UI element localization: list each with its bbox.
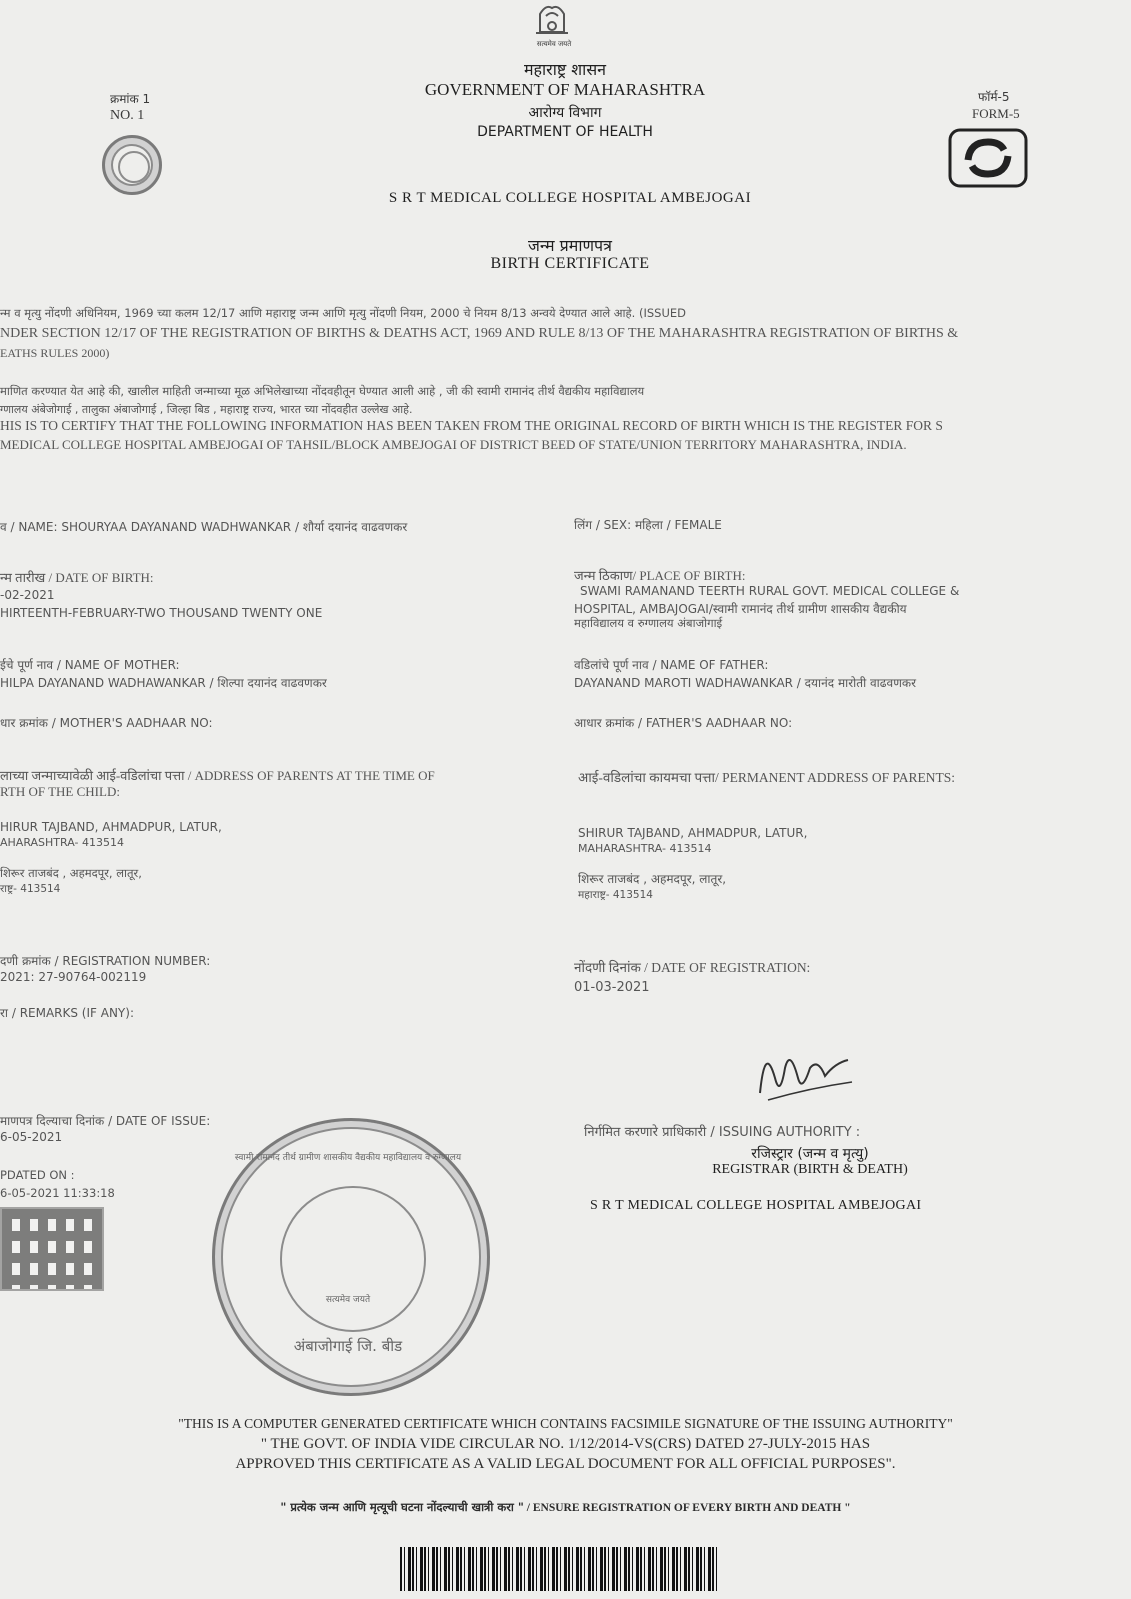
gov-title-en: GOVERNMENT OF MAHARASHTRA [424,80,706,99]
form-number-mr: फॉर्म-5 [978,90,1010,104]
mother-aadhaar-label: धार क्रमांक / MOTHER'S AADHAAR NO: [0,716,213,730]
health-logo-icon [948,128,1028,188]
intro-line-2: NDER SECTION 12/17 OF THE REGISTRATION OF BIRTHS & DEATHS ACT, 1969 AND RULE 8/13 OF THE MAHARASHTRA REGISTRATION OF BIRTHS & [0,326,959,341]
dept-title-mr: आरोग्य विभाग [528,105,602,121]
hospital-name: S R T MEDICAL COLLEGE HOSPITAL AMBEJOGAI [388,190,752,206]
state-seal-icon [102,135,162,195]
signature-icon [740,1038,860,1108]
remarks-label: रा / REMARKS (IF ANY): [0,1006,134,1020]
qr-code [0,1207,104,1291]
mother-label: ईचे पूर्ण नाव / NAME OF MOTHER: [0,658,180,672]
registrar-title-mr: रजिस्ट्रार (जन्म व मृत्यु) [751,1146,869,1162]
registration-date-label: नोंदणी दिनांक / DATE OF REGISTRATION: [574,960,811,975]
birth-address-en-1: HIRUR TAJBAND, AHMADPUR, LATUR, [0,820,222,834]
form-number-en: FORM-5 [972,106,1020,121]
intro-line-7: MEDICAL COLLEGE HOSPITAL AMBEJOGAI OF TAHSIL/BLOCK AMBEJOGAI OF DISTRICT BEED OF STATE/UNION TERRITORY MAHARASHTRA, INDIA. [0,437,907,452]
registration-date: 01-03-2021 [574,980,650,995]
pob-line-2: HOSPITAL, AMBAJOGAI/स्वामी रामानंद तीर्थ ग्रामीण शासकीय वैद्यकीय [574,602,907,616]
gov-title-mr: महाराष्ट्र शासन [523,60,607,79]
emblem-caption: सत्यमेव जयते [536,40,572,48]
intro-line-6: HIS IS TO CERTIFY THAT THE FOLLOWING INFORMATION HAS BEEN TAKEN FROM THE ORIGINAL RECORD OF BIRTH WHICH IS THE REGISTER FOR S [0,418,943,433]
updated-on-label: PDATED ON : [0,1168,75,1182]
permanent-address-mr-2: महाराष्ट्र- 413514 [578,889,653,901]
issuing-authority-label: निर्गमित करणारे प्राधिकारी / ISSUING AUTHORITY : [584,1125,861,1140]
father-aadhaar-label: आधार क्रमांक / FATHER'S AADHAAR NO: [574,716,793,730]
seal-top-text: स्वामी रामानंद तीर्थ ग्रामीण शासकीय वैद्यकीय महाविद्यालय व रुग्णालय [234,1153,462,1163]
intro-line-5: ग्णालय अंबेजोगाई , तालुका अंबाजोगाई , जिल्हा बिड , महाराष्ट्र राज्य, भारत च्या नोंदवहीत उल्लेख आहे. [0,403,413,416]
footer-line-4 [0,1500,1131,1515]
father-name: DAYANAND MAROTI WADHAWANKAR / दयानंद मारोती वाढवणकर [574,676,917,690]
footer-line-4-mr: " प्रत्येक जन्म आणि मृत्यूची घटना नोंदल्याची खात्री करा " [280,1500,524,1514]
footer-line-4-en: ENSURE REGISTRATION OF EVERY BIRTH AND DEATH " [532,1502,851,1514]
left-number-mr: क्रमांक 1 [110,92,151,106]
child-name: व / NAME: SHOURYAA DAYANAND WADHWANKAR / शौर्या दयानंद वाढवणकर [0,520,408,534]
intro-line-4: माणित करण्यात येत आहे की, खालील माहिती जन्माच्या मूळ अभिलेखाच्या नोंदवहीतून घेण्यात आली आहे , जी की स्वामी रामानंद तीर्थ वैद्यकीय महाविद्यालय [0,384,645,398]
seal-bottom-text: अंबाजोगाई जि. बीड [293,1337,403,1355]
authority-hospital: S R T MEDICAL COLLEGE HOSPITAL AMBEJOGAI [590,1198,922,1213]
birth-address-en-2: AHARASHTRA- 413514 [0,836,124,849]
certificate-title-en: BIRTH CERTIFICATE [490,255,650,272]
child-sex: लिंग / SEX: महिला / FEMALE [574,518,722,532]
certificate-title-mr: जन्म प्रमाणपत्र [528,236,612,255]
intro-line-1: न्म व मृत्यु नोंदणी अधिनियम, 1969 च्या कलम 12/17 आणि महाराष्ट्र जन्म आणि मृत्यु नोंदणी नियम, 2000 चे नियम 8/13 अन्वये देण्यात आले आहे. (ISSUED [0,306,686,320]
dob-label: न्म तारीख / DATE OF BIRTH: [0,570,154,585]
mother-name: HILPA DAYANAND WADHAWANKAR / शिल्पा दयानंद वाढवणकर [0,676,327,690]
issue-date: 6-05-2021 [0,1130,63,1144]
father-label: वडिलांचे पूर्ण नाव / NAME OF FATHER: [574,658,769,672]
registration-number: 2021: 27-90764-002119 [0,970,147,984]
permanent-address-label: आई-वडिलांचा कायमचा पत्ता/ PERMANENT ADDRESS OF PARENTS: [578,770,956,785]
permanent-address-mr-1: शिरूर ताजबंद , अहमदपूर, लातूर, [578,872,727,886]
permanent-address-en-2: MAHARASHTRA- 413514 [578,842,712,855]
intro-line-3: EATHS RULES 2000) [0,346,110,360]
birth-address-mr-2: राष्ट्र- 413514 [0,883,61,895]
seal-motto: सत्यमेव जयते [325,1295,371,1305]
updated-on-value: 6-05-2021 11:33:18 [0,1186,115,1200]
left-number-en: NO. 1 [110,108,145,123]
barcode [400,1547,718,1591]
issue-date-label: माणपत्र दिल्याचा दिनांक / DATE OF ISSUE: [0,1114,211,1128]
footer-line-4-sep: / [526,1502,530,1514]
dept-title-en: DEPARTMENT OF HEALTH [477,124,653,140]
dob-value: -02-2021 [0,588,55,602]
national-emblem-icon [528,2,576,40]
pob-line-3: महाविद्यालय व रुग्णालय अंबाजोगाई [574,616,723,630]
birth-address-label-2: RTH OF THE CHILD: [0,784,120,799]
dob-in-words: HIRTEENTH-FEBRUARY-TWO THOUSAND TWENTY ONE [0,606,323,620]
registrar-title-en: REGISTRAR (BIRTH & DEATH) [712,1162,908,1177]
pob-line-1: SWAMI RAMANAND TEERTH RURAL GOVT. MEDICAL COLLEGE & [580,584,960,598]
birth-address-label: लाच्या जन्माच्यावेळी आई-वडिलांचा पत्ता / ADDRESS OF PARENTS AT THE TIME OF [0,768,435,783]
birth-address-mr-1: शिरूर ताजबंद , अहमदपूर, लातूर, [0,866,142,880]
footer-line-3: APPROVED THIS CERTIFICATE AS A VALID LEGAL DOCUMENT FOR ALL OFFICIAL PURPOSES". [235,1456,896,1472]
permanent-address-en-1: SHIRUR TAJBAND, AHMADPUR, LATUR, [578,826,808,840]
pob-label: जन्म ठिकाण/ PLACE OF BIRTH: [574,568,746,583]
registration-number-label: दणी क्रमांक / REGISTRATION NUMBER: [0,954,211,968]
footer-line-1: "THIS IS A COMPUTER GENERATED CERTIFICATE WHICH CONTAINS FACSIMILE SIGNATURE OF THE ISSUING AUTHORITY" [178,1416,953,1431]
footer-line-2: " THE GOVT. OF INDIA VIDE CIRCULAR NO. 1/12/2014-VS(CRS) DATED 27-JULY-2015 HAS [260,1436,871,1452]
